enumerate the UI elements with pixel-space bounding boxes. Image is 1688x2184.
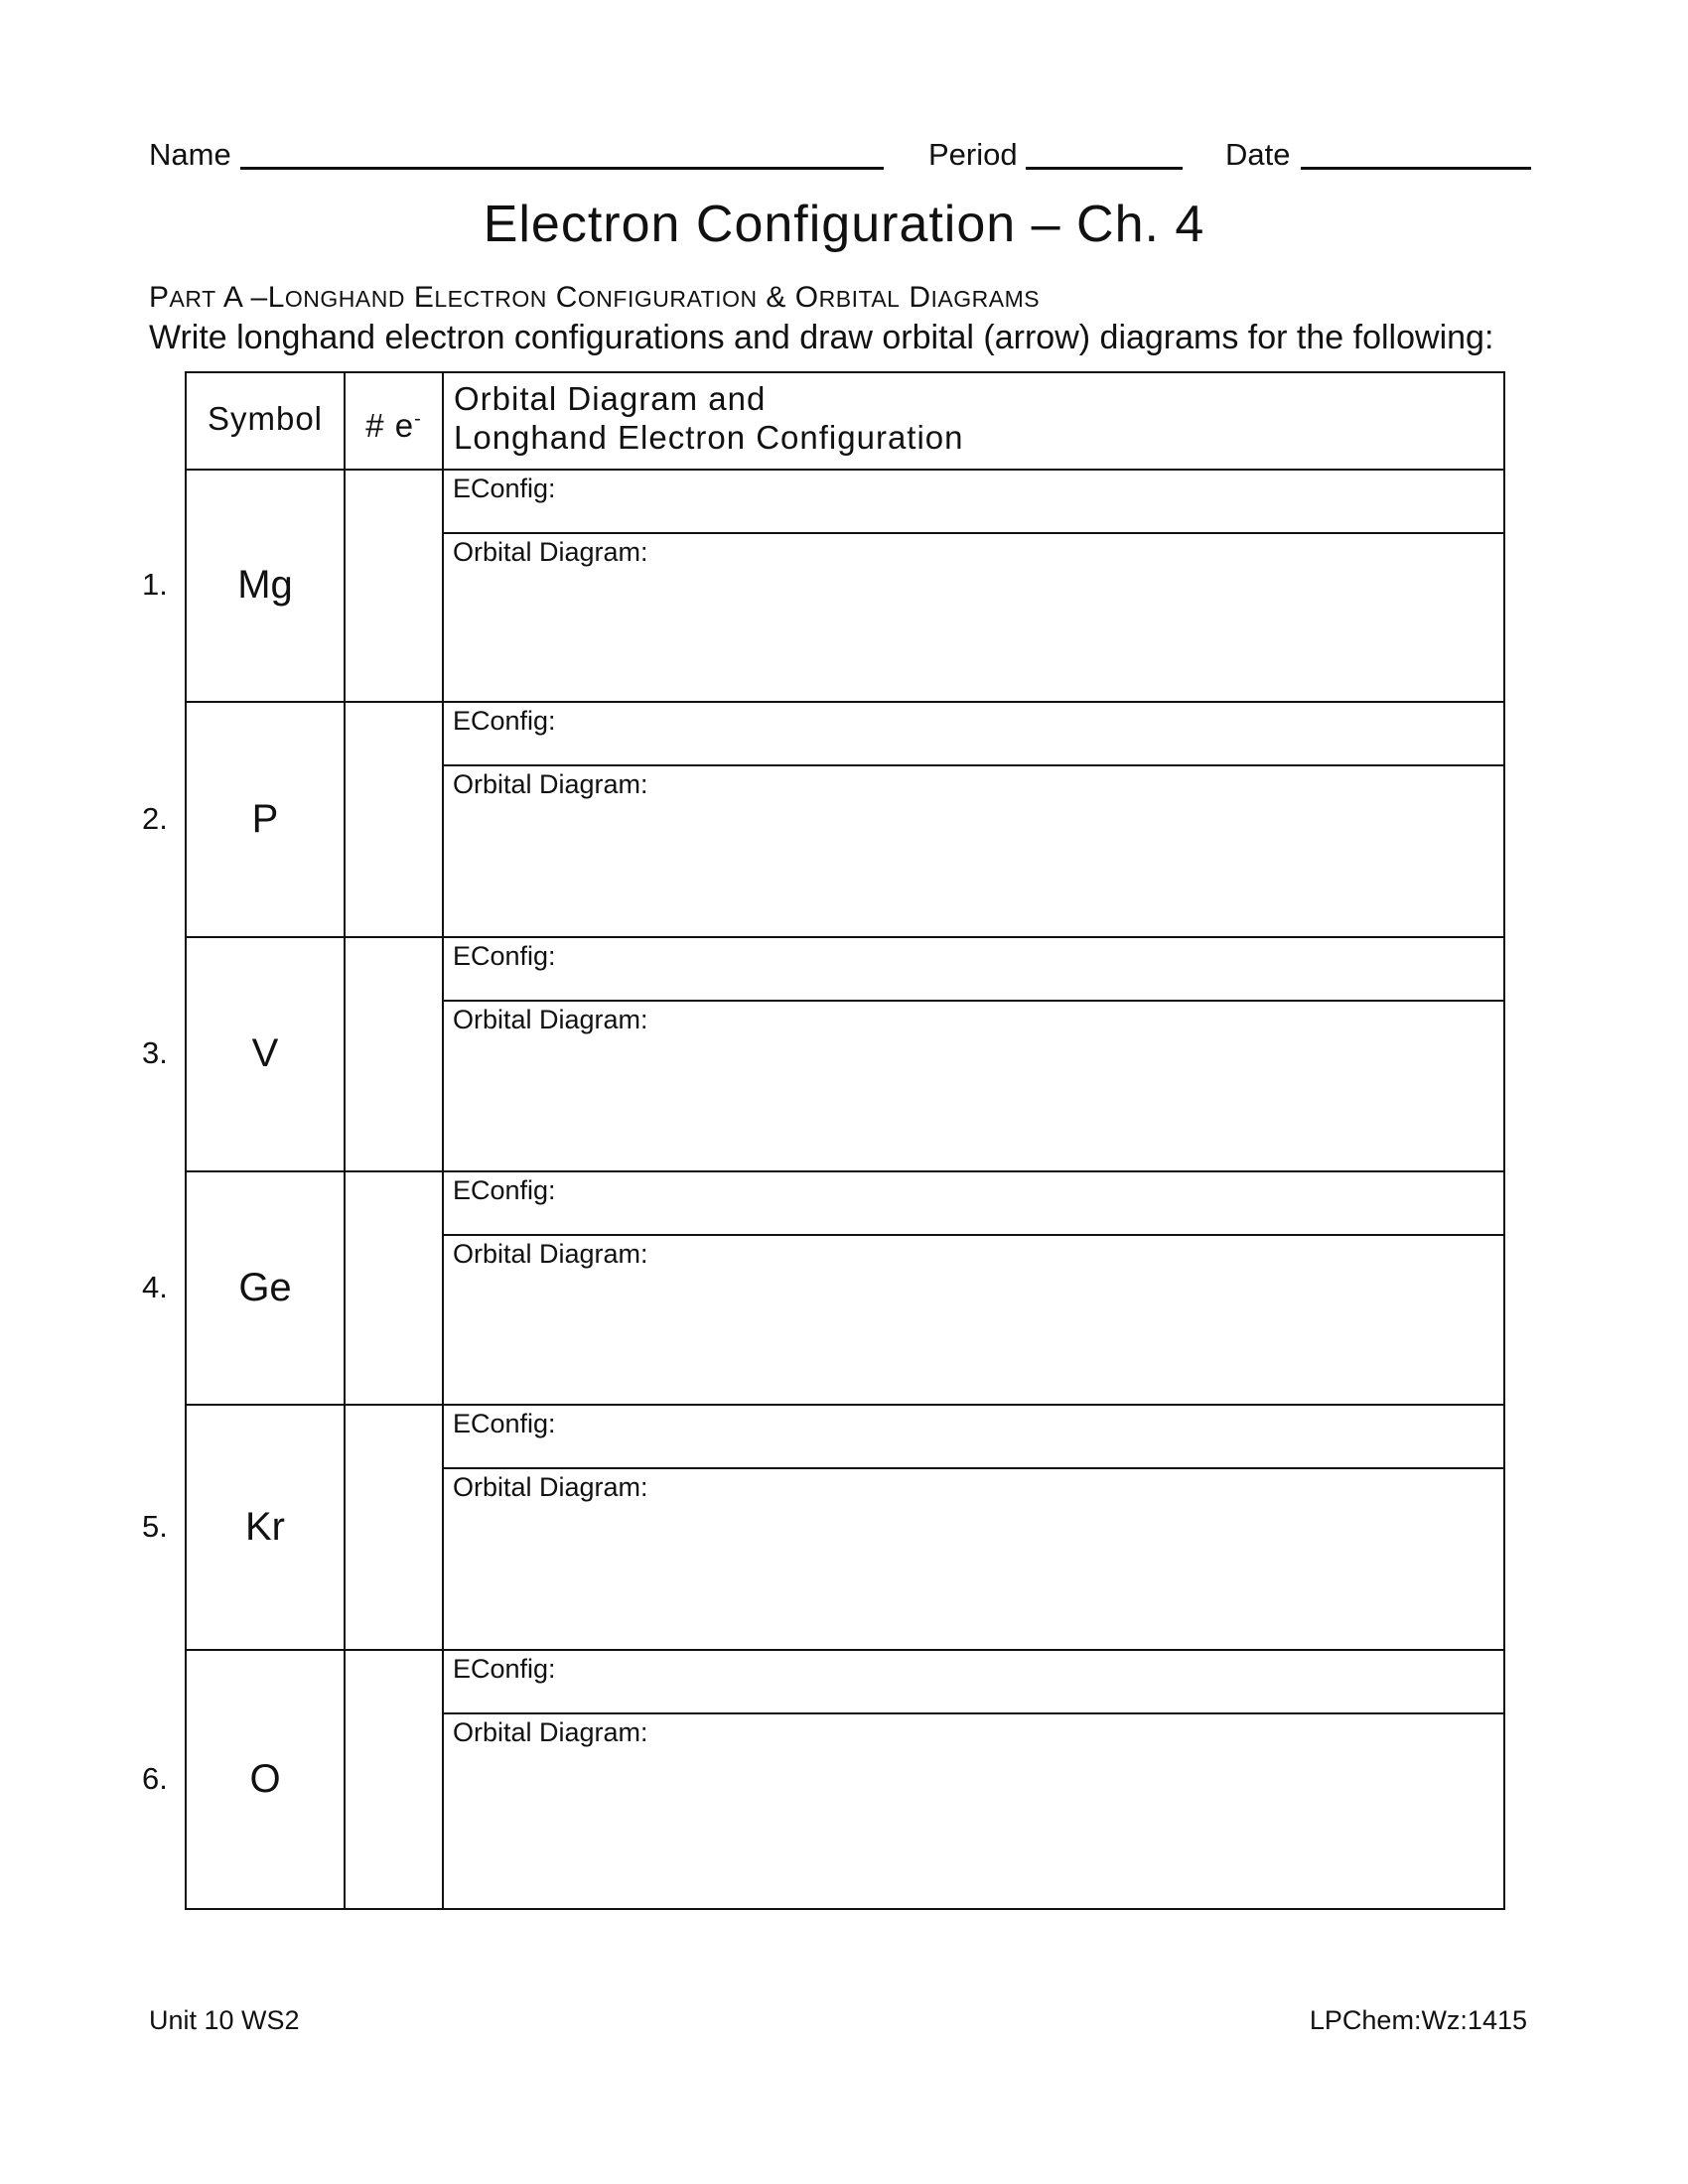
econfig-divider: [442, 1467, 1505, 1469]
element-symbol: V: [251, 1031, 279, 1075]
econfig-divider: [442, 764, 1505, 766]
diagram-column-header-line2: Longhand Electron Configuration: [454, 419, 964, 456]
electron-count-field[interactable]: [346, 938, 442, 1170]
econfig-label: EConfig:: [453, 706, 556, 736]
orbital-diagram-field[interactable]: [444, 804, 1501, 934]
electron-count-field[interactable]: [346, 1406, 442, 1649]
orbital-diagram-label: Orbital Diagram:: [453, 1005, 648, 1034]
row-number: 2.: [142, 800, 168, 836]
econfig-label: EConfig:: [453, 1409, 556, 1438]
econfig-field[interactable]: [556, 1406, 1499, 1465]
electrons-header-text: # e: [365, 407, 415, 444]
row-number: 5.: [142, 1508, 168, 1544]
orbital-diagram-label: Orbital Diagram:: [453, 769, 648, 799]
econfig-field[interactable]: [556, 471, 1499, 530]
econfig-label: EConfig:: [453, 941, 556, 971]
footer-code: LPChem:Wz:1415: [1309, 2005, 1527, 2035]
orbital-diagram-field[interactable]: [444, 1507, 1501, 1647]
element-symbol: Kr: [245, 1504, 285, 1549]
table-right-border: [1503, 371, 1505, 1910]
part-a-heading-text: PART A –LONGHAND ELECTRON CONFIGURATION & ORBITAL DIAGRAMS: [149, 281, 1041, 314]
row-divider: [185, 1908, 1505, 1910]
econfig-field[interactable]: [556, 1651, 1499, 1710]
electron-count-field[interactable]: [346, 1651, 442, 1908]
electron-count-field[interactable]: [346, 1172, 442, 1404]
orbital-diagram-label: Orbital Diagram:: [453, 1239, 648, 1269]
element-symbol: O: [249, 1756, 281, 1801]
row-number: 6.: [142, 1760, 168, 1796]
part-a-instruction: Write longhand electron configurations and draw orbital (arrow) diagrams for the following:: [149, 319, 1494, 356]
electrons-column-header: [346, 399, 442, 446]
econfig-field[interactable]: [556, 1172, 1499, 1232]
orbital-diagram-field[interactable]: [444, 1752, 1501, 1906]
orbital-diagram-label: Orbital Diagram:: [453, 1472, 648, 1502]
period-label: Period: [928, 137, 1018, 172]
orbital-diagram-field[interactable]: [444, 572, 1501, 699]
econfig-field[interactable]: [556, 703, 1499, 762]
diagram-column-header-line1: Orbital Diagram and: [454, 380, 767, 417]
orbital-diagram-field[interactable]: [444, 1039, 1501, 1168]
orbital-diagram-field[interactable]: [444, 1274, 1501, 1402]
name-label: Name: [149, 137, 231, 172]
row-number: 3.: [142, 1035, 168, 1070]
table-top-border: [185, 371, 1505, 373]
footer-unit: Unit 10 WS2: [149, 2005, 300, 2035]
electron-count-field[interactable]: [346, 703, 442, 936]
econfig-label: EConfig:: [453, 474, 556, 503]
row-number: 4.: [142, 1269, 168, 1304]
orbital-diagram-label: Orbital Diagram:: [453, 1717, 648, 1747]
page-title: Electron Configuration – Ch. 4: [483, 196, 1205, 253]
element-symbol: Ge: [238, 1265, 292, 1309]
econfig-divider: [442, 1234, 1505, 1236]
econfig-label: EConfig:: [453, 1175, 556, 1205]
electron-count-field[interactable]: [346, 471, 442, 701]
orbital-diagram-label: Orbital Diagram:: [453, 537, 648, 567]
element-symbol: P: [251, 796, 279, 841]
econfig-divider: [442, 532, 1505, 534]
row-number: 1.: [142, 567, 168, 602]
econfig-field[interactable]: [556, 938, 1499, 998]
econfig-divider: [442, 1000, 1505, 1002]
econfig-label: EConfig:: [453, 1654, 556, 1684]
element-symbol: Mg: [237, 563, 293, 607]
date-label: Date: [1225, 137, 1291, 172]
symbol-column-header: Symbol: [207, 400, 324, 437]
electrons-header-superscript: -: [414, 408, 422, 430]
econfig-divider: [442, 1712, 1505, 1714]
